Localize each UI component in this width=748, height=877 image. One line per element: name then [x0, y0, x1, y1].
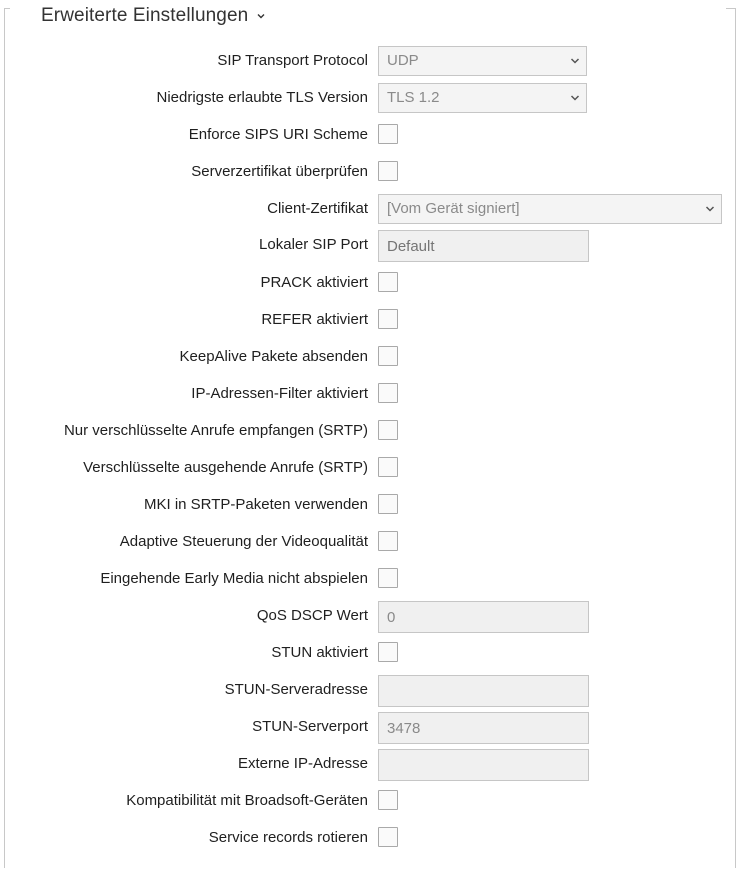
row-ip-filter [0, 379, 748, 409]
field-label: PRACK aktiviert [260, 274, 368, 291]
refer-checkbox[interactable] [378, 309, 398, 329]
adaptive-video-checkbox[interactable] [378, 531, 398, 551]
sip-transport-protocol-select[interactable] [378, 46, 587, 76]
verify-server-cert-checkbox[interactable] [378, 161, 398, 181]
field-label: Service records rotieren [208, 829, 368, 846]
mki-srtp-checkbox[interactable] [378, 494, 398, 514]
row-early-media [0, 564, 748, 594]
row-refer [0, 305, 748, 335]
row-client-certificate [0, 194, 748, 224]
chevron-down-icon [570, 56, 580, 66]
srtp-outgoing-checkbox[interactable] [378, 457, 398, 477]
section-title: Erweiterte Einstellungen [41, 5, 249, 26]
client-certificate-select[interactable] [378, 194, 722, 224]
stun-server-port-input[interactable] [378, 712, 589, 744]
row-enforce-sips [0, 120, 748, 150]
field-label: Serverzertifikat überprüfen [191, 163, 368, 180]
field-label: Lokaler SIP Port [259, 236, 368, 253]
chevron-down-icon [705, 204, 715, 214]
local-sip-port-input[interactable] [378, 230, 589, 262]
row-qos-dscp [0, 601, 748, 631]
row-srtp-incoming [0, 416, 748, 446]
row-service-records [0, 823, 748, 853]
row-external-ip [0, 749, 748, 779]
row-prack [0, 268, 748, 298]
select-value: TLS 1.2 [387, 89, 440, 106]
field-label: STUN-Serveradresse [224, 681, 368, 698]
stun-enabled-checkbox[interactable] [378, 642, 398, 662]
field-label: QoS DSCP Wert [256, 607, 368, 624]
field-label: Adaptive Steuerung der Videoqualität [119, 533, 368, 550]
row-tls-version [0, 83, 748, 113]
field-label: Eingehende Early Media nicht abspielen [100, 570, 368, 587]
field-label: Externe IP-Adresse [237, 755, 368, 772]
select-value: UDP [387, 52, 419, 69]
field-label: STUN aktiviert [271, 644, 368, 661]
field-label: Client-Zertifikat [267, 200, 368, 217]
early-media-checkbox[interactable] [378, 568, 398, 588]
keepalive-checkbox[interactable] [378, 346, 398, 366]
row-stun-server-port [0, 712, 748, 742]
row-mki-srtp [0, 490, 748, 520]
row-broadsoft-compat [0, 786, 748, 816]
prack-checkbox[interactable] [378, 272, 398, 292]
field-label: Kompatibilität mit Broadsoft-Geräten [126, 792, 368, 809]
srtp-incoming-checkbox[interactable] [378, 420, 398, 440]
field-label: Niedrigste erlaubte TLS Version [156, 89, 368, 106]
field-label: STUN-Serverport [252, 718, 368, 735]
field-label: IP-Adressen-Filter aktiviert [191, 385, 368, 402]
field-label: SIP Transport Protocol [217, 52, 368, 69]
row-srtp-outgoing [0, 453, 748, 483]
field-label: Enforce SIPS URI Scheme [188, 126, 368, 143]
ip-filter-checkbox[interactable] [378, 383, 398, 403]
broadsoft-compat-checkbox[interactable] [378, 790, 398, 810]
row-keepalive [0, 342, 748, 372]
row-adaptive-video [0, 527, 748, 557]
field-label: Nur verschlüsselte Anrufe empfangen (SRTP) [63, 422, 368, 439]
select-value: [Vom Gerät signiert] [387, 200, 520, 217]
stun-server-address-input[interactable] [378, 675, 589, 707]
field-label: REFER aktiviert [261, 311, 368, 328]
field-label: MKI in SRTP-Paketen verwenden [144, 496, 368, 513]
qos-dscp-input[interactable] [378, 601, 589, 633]
chevron-down-icon [256, 11, 266, 21]
field-label: Verschlüsselte ausgehende Anrufe (SRTP) [83, 459, 368, 476]
row-sip-transport-protocol [0, 46, 748, 76]
row-local-sip-port [0, 230, 748, 260]
row-verify-server-cert [0, 157, 748, 187]
section-header[interactable] [38, 5, 269, 27]
external-ip-input[interactable] [378, 749, 589, 781]
row-stun-server-address [0, 675, 748, 705]
row-stun-enabled [0, 638, 748, 668]
tls-version-select[interactable] [378, 83, 587, 113]
service-records-checkbox[interactable] [378, 827, 398, 847]
field-label: KeepAlive Pakete absenden [179, 348, 368, 365]
chevron-down-icon [570, 93, 580, 103]
enforce-sips-checkbox[interactable] [378, 124, 398, 144]
